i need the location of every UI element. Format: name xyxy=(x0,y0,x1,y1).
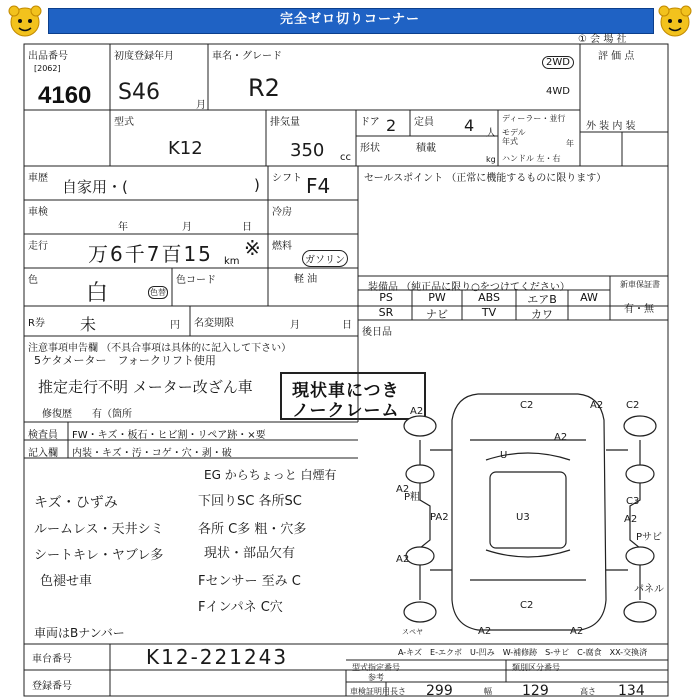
cc-unit: cc xyxy=(340,152,351,163)
fuel-label: 燃料 xyxy=(272,241,292,252)
later-docs-label: 後日品 xyxy=(362,327,392,338)
lot-sub: [2062] xyxy=(34,64,61,73)
equipment-navi: ナビ xyxy=(426,308,448,321)
inspection-month: 月 xyxy=(182,222,192,233)
sales-point-label: セールスポイント （正常に機能するものに限ります） xyxy=(364,173,607,184)
notes-header: 注意事項申告欄 （不具合事項は具体的に記入して下さい） xyxy=(28,343,292,354)
length-value: 299 xyxy=(426,683,453,699)
chassis-value: K12-221243 xyxy=(146,645,289,669)
repair-label: 修復歴 有（箇所 xyxy=(42,409,132,420)
equipment-sr: SR xyxy=(378,306,394,319)
kg-unit: kg xyxy=(486,155,496,164)
damage-mark: スペヤ xyxy=(402,628,423,636)
width-label: 幅 xyxy=(484,687,492,696)
first-reg-label: 初度登録年月 xyxy=(114,51,174,62)
equipment-label: 装備品 （純正品に限り○をつけてください） xyxy=(368,282,570,293)
hw-r3: 現状・部品欠有 xyxy=(204,546,296,561)
capacity-label: 定員 xyxy=(414,117,434,128)
inspection-label: 車検 xyxy=(28,207,48,218)
car-diagram xyxy=(390,380,670,640)
hw-r1: 下回りSC 各所SC xyxy=(198,494,302,509)
dealer-label: ディーラー・並行 xyxy=(502,114,566,123)
model-value: K12 xyxy=(168,138,203,159)
history-close: ) xyxy=(254,176,260,194)
width-value: 129 xyxy=(522,683,549,699)
load-label: 積載 xyxy=(416,143,436,154)
mileage-label: 走行 xyxy=(28,241,48,252)
equipment-abs: ABS xyxy=(478,291,500,304)
inspection-day: 日 xyxy=(242,222,252,233)
shift-value: F4 xyxy=(306,174,331,198)
fuel-diesel: 軽 油 xyxy=(294,274,318,285)
rating-label: 評 価 点 xyxy=(598,51,635,62)
name-change-day: 日 xyxy=(342,320,352,331)
hw-bottom: 車両はBナンバー xyxy=(34,626,125,640)
notes-line2: 推定走行不明 メーター改ざん車 xyxy=(38,378,253,396)
mileage-value: 万6千7百15 xyxy=(88,242,213,266)
color-value: 白 xyxy=(86,281,109,306)
cooler-label: 冷房 xyxy=(272,207,292,218)
lot-number: 4160 xyxy=(38,82,92,109)
mileage-unknown-mark: ※ xyxy=(244,236,261,260)
car-name-label: 車名・グレード xyxy=(212,51,282,62)
ref-label: 参考 xyxy=(368,673,384,682)
checker-row1: FW・キズ・板石・ヒビ割・リペア跡・×要 xyxy=(72,430,266,441)
banner-title: 完全ゼロ切りコーナー xyxy=(279,12,420,27)
damage-mark: パネル xyxy=(634,584,664,595)
shape-label: 形状 xyxy=(360,143,380,154)
equipment-pw: PW xyxy=(428,291,446,304)
damage-mark: A2 xyxy=(410,406,424,417)
damage-mark: PA2 xyxy=(430,512,449,523)
cert-label: 車検証明用 xyxy=(350,687,390,696)
damage-mark: C2 xyxy=(520,400,534,411)
hw-eg: EG からちょっと 白煙有 xyxy=(204,468,337,482)
recycle-value: 未 xyxy=(80,315,97,334)
length-label: 長さ xyxy=(390,687,406,696)
km-unit: km xyxy=(224,256,240,267)
damage-mark: P粗 xyxy=(404,492,421,503)
hw-r2: 各所 C多 粗・穴多 xyxy=(198,522,307,537)
month-unit: 月 xyxy=(196,100,206,111)
corner-mark: ① 会 場 社 xyxy=(578,34,627,45)
notes-line1: 5ケタメーター フォークリフト使用 xyxy=(34,354,216,367)
recycle-label: R券 xyxy=(28,318,45,329)
checker-label: 検査員 xyxy=(28,430,58,441)
checker-row2: 内装・キズ・汚・コゲ・穴・剥・破 xyxy=(72,448,232,459)
color-label: 色 xyxy=(28,275,38,286)
damage-mark: A2 xyxy=(478,626,492,637)
first-reg-value: S46 xyxy=(118,80,160,105)
damage-mark: U3 xyxy=(516,512,530,523)
door-label: ドア xyxy=(360,117,380,128)
damage-mark: A2 xyxy=(554,432,568,443)
fuel-gasoline: ガソリン xyxy=(302,250,348,267)
hw-l1: キズ・ひずみ xyxy=(34,495,118,511)
hw-r5: Fインパネ C穴 xyxy=(198,600,283,615)
damage-legend: A-キズ E-エクボ U-凹み W-補修跡 S-サビ C-腐食 XX-交換済 xyxy=(398,648,648,657)
color-code-label: 色コード xyxy=(176,275,216,286)
inspection-year: 年 xyxy=(118,222,128,233)
equipment-leather: カワ xyxy=(531,308,553,321)
height-value: 134 xyxy=(618,683,645,699)
lot-label: 出品番号 xyxy=(28,51,68,62)
history-label: 車歴 xyxy=(28,173,48,184)
displacement-value: 350 xyxy=(290,140,325,161)
hw-r4: Fセンサー 至み C xyxy=(198,574,301,589)
drive-4wd: 4WD xyxy=(546,86,570,97)
model-year-label: モデル年式 xyxy=(502,128,526,146)
damage-mark: Pサビ xyxy=(636,532,663,543)
warranty-label: 新車保証書 xyxy=(620,280,660,289)
damage-mark: C2 xyxy=(520,600,534,611)
capacity-value: 4 xyxy=(464,116,475,135)
name-change-label: 名変期限 xyxy=(194,318,234,329)
damage-mark: A2 xyxy=(396,484,410,495)
warranty-value: 有・無 xyxy=(624,304,654,315)
shift-label: シフト xyxy=(272,173,302,184)
equipment-airbag: エアB xyxy=(527,293,557,306)
name-change-month: 月 xyxy=(290,320,300,331)
equipment-tv: TV xyxy=(481,306,497,319)
handle-label: ハンドル 左・右 xyxy=(502,154,561,163)
year-unit: 年 xyxy=(566,139,574,148)
hw-l3: シートキレ・ヤブレ多 xyxy=(34,548,164,563)
history-value: 自家用・( xyxy=(62,178,128,196)
damage-mark: A2 xyxy=(570,626,584,637)
equipment-ps: PS xyxy=(379,291,393,304)
damage-mark: C3 xyxy=(626,496,640,507)
stamp-line1: 現状車につき xyxy=(292,381,400,401)
color-change-label: 色替 xyxy=(150,288,166,297)
displacement-label: 排気量 xyxy=(270,117,300,128)
type-cert-label: 型式指定番号 xyxy=(352,663,400,672)
car-name-value: R2 xyxy=(248,74,280,102)
height-label: 高さ xyxy=(580,687,596,696)
chassis-label: 車台番号 xyxy=(32,654,72,665)
stamp-line2: ノークレーム xyxy=(292,401,400,421)
hw-l2: ルームレス・天井シミ xyxy=(34,522,164,537)
drive-2wd: 2WD xyxy=(542,56,574,69)
hw-l4: 色褪せ車 xyxy=(40,574,93,589)
damage-mark: A2 xyxy=(624,514,638,525)
person-unit: 人 xyxy=(486,128,496,139)
damage-mark: A2 xyxy=(590,400,604,411)
damage-mark: C2 xyxy=(626,400,640,411)
writer-label: 記入欄 xyxy=(28,448,58,459)
door-value: 2 xyxy=(386,116,397,135)
equipment-aw: AW xyxy=(580,291,598,304)
reg-label: 登録番号 xyxy=(32,681,72,692)
model-label: 型式 xyxy=(114,117,134,128)
damage-mark: A2 xyxy=(396,554,410,565)
damage-mark: U xyxy=(500,450,508,461)
category-label: 類別区分番号 xyxy=(512,663,560,672)
recycle-yen: 円 xyxy=(170,320,180,331)
ext-int-label: 外 装 内 装 xyxy=(586,121,636,132)
